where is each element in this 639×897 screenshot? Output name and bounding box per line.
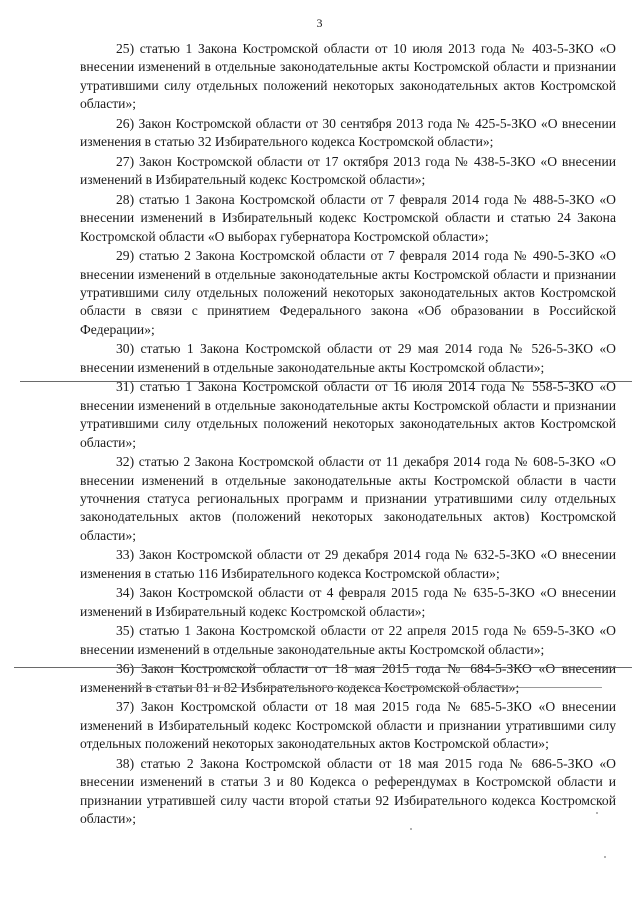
list-item-29: 29) статью 2 Закона Костромской области от 7 февраля 2014 года № 490-5-ЗКО «О внесении изменений в отдельные законодательные акты Костромской области и признании утратившими силу отдельных положений некоторых законодательных актов Костромской области в связи с принятием Федерального закона «Об образовании в Российской Федерации»; bbox=[80, 248, 616, 337]
list-item-37: 37) Закон Костромской области от 18 мая 2015 года № 685-5-ЗКО «О внесении изменений в Избирательный кодекс Костромской области и признании утратившими силу отдельных положений некоторых законодательных актов Костромской области»; bbox=[80, 699, 616, 752]
list-item-38: 38) статью 2 Закона Костромской области от 18 мая 2015 года № 686-5-ЗКО «О внесении изменений в статьи 3 и 80 Кодекса о референдумах в Костромской области и признании утратившей силу части второй статьи 92 Избирательного кодекса Костромской области»; bbox=[80, 755, 616, 827]
scan-speck bbox=[410, 828, 412, 830]
list-item-27: 27) Закон Костромской области от 17 октября 2013 года № 438-5-ЗКО «О внесении изменений в Избирательный кодекс Костромской области»; bbox=[80, 153, 616, 188]
list-item-33: 33) Закон Костромской области от 29 декабря 2014 года № 632-5-ЗКО «О внесении изменения в статью 116 Избирательного кодекса Костромской области»; bbox=[80, 547, 616, 581]
document-body bbox=[80, 40, 616, 830]
scan-artifact-line bbox=[20, 381, 632, 382]
list-item-30: 30) статью 1 Закона Костромской области от 29 мая 2014 года № 526-5-ЗКО «О внесении изменений в отдельные законодательные акты Костромской области»; bbox=[80, 341, 616, 375]
list-item-34: 34) Закон Костромской области от 4 февраля 2015 года № 635-5-ЗКО «О внесении изменений в Избирательный кодекс Костромской области»; bbox=[80, 585, 616, 619]
list-item-36: 36) Закон Костромской области от 18 мая 2015 года № 684-5-ЗКО «О внесении изменений в статьи 81 и 82 Избирательного кодекса Костромской области»; bbox=[80, 661, 616, 695]
scan-speck bbox=[604, 856, 606, 858]
list-item-28: 28) статью 1 Закона Костромской области от 7 февраля 2014 года № 488-5-ЗКО «О внесении изменений в Избирательный кодекс Костромской области и статью 24 Закона Костромской области «О выборах губернатора Костромской области»; bbox=[80, 191, 616, 244]
list-item-26: 26) Закон Костромской области от 30 сентября 2013 года № 425-5-ЗКО «О внесении изменения в статью 32 Избирательного кодекса Костромской области»; bbox=[80, 115, 616, 150]
list-item-32: 32) статью 2 Закона Костромской области от 11 декабря 2014 года № 608-5-ЗКО «О внесении изменений в отдельные законодательные акты Костромской области в части уточнения статуса региональных программ и признании утратившими силу отдельных законодательных актов (положений некоторых законодательных актов) Костромской области»; bbox=[80, 454, 616, 543]
page-number: 3 bbox=[316, 16, 323, 30]
list-item-35: 35) статью 1 Закона Костромской области от 22 апреля 2015 года № 659-5-ЗКО «О внесении изменений в отдельные законодательные акты Костромской области»; bbox=[80, 623, 616, 657]
list-item-31: 31) статью 1 Закона Костромской области от 16 июля 2014 года № 558-5-ЗКО «О внесении изменений в отдельные законодательные акты Костромской области и признании утратившими силу отдельных положений некоторых законодательных актов Костромской области»; bbox=[80, 379, 616, 450]
scan-speck bbox=[596, 812, 598, 814]
scan-artifact-line bbox=[14, 667, 632, 668]
scan-artifact-line bbox=[110, 687, 602, 688]
list-item-25: 25) статью 1 Закона Костромской области от 10 июля 2013 года № 403-5-ЗКО «О внесении изменений в отдельные законодательные акты Костромской области и признании утратившими силу отдельных положений некоторых законодательных актов Костромской области»; bbox=[80, 41, 616, 112]
